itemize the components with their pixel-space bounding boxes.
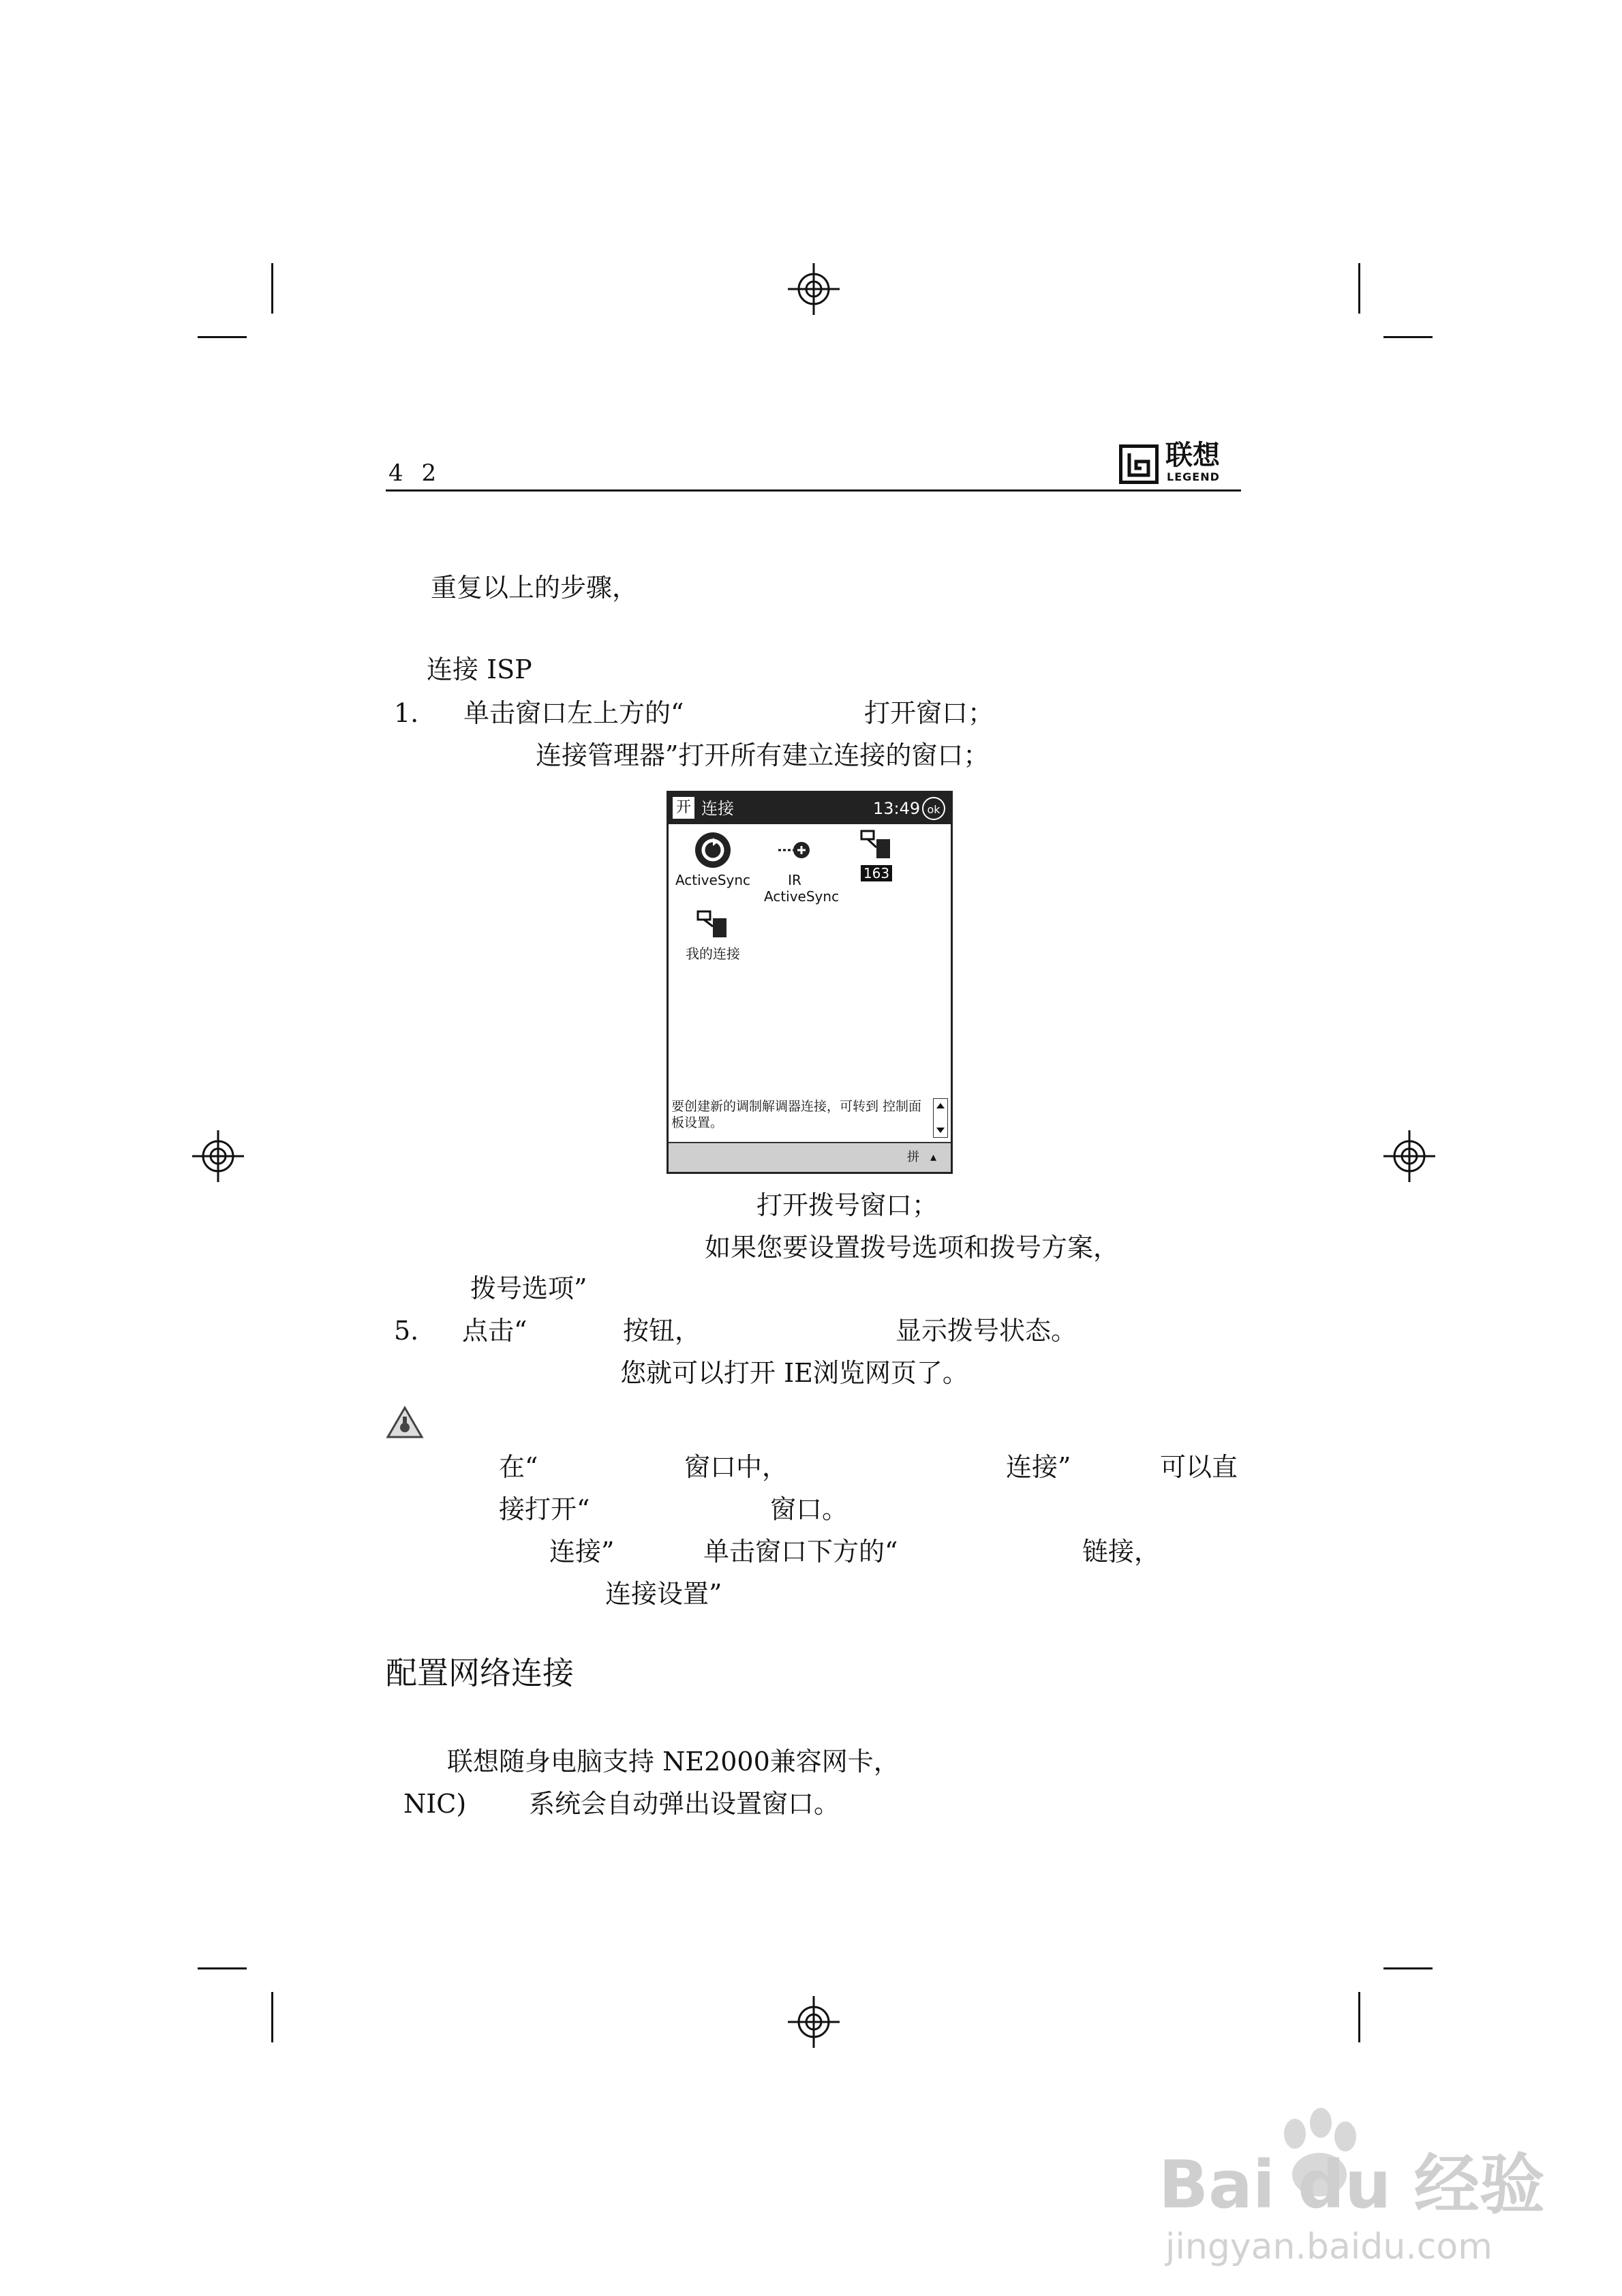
- note-line2-b: 窗口。: [770, 1494, 848, 1524]
- step3-text: 打开拨号窗口；: [756, 1190, 938, 1220]
- header-rule: [386, 489, 1241, 492]
- device-scrollbar[interactable]: [933, 1098, 948, 1138]
- ok-button[interactable]: ok: [922, 797, 945, 820]
- connection-icon: [694, 905, 732, 943]
- dialup-connection-icon: [857, 824, 896, 862]
- text-repeat-steps: 重复以上的步骤，: [431, 573, 639, 603]
- crop-mark-top-right-horizontal: [1383, 336, 1433, 338]
- registration-mark-left: [192, 1130, 244, 1182]
- page-number: 4 2: [388, 459, 442, 487]
- device-title-bar: [669, 793, 951, 824]
- note-line1-b: 窗口中，: [684, 1452, 789, 1482]
- note-line1-a: 在“: [499, 1452, 538, 1482]
- device-command-bar: [669, 1142, 951, 1173]
- connection-163-label: 163: [861, 865, 892, 881]
- input-method-arrow-icon[interactable]: ▴: [930, 1150, 937, 1164]
- para-auto-popup: 系统会自动弹出设置窗口。: [529, 1789, 840, 1819]
- step5-tail: 显示拨号状态。: [896, 1316, 1077, 1346]
- crop-mark-bottom-left-horizontal: [198, 1967, 247, 1969]
- crop-mark-top-left-vertical: [271, 263, 273, 314]
- note-line3-a: 连接”: [549, 1537, 615, 1567]
- step1-text: 单击窗口左上方的“: [463, 698, 684, 728]
- step1-tail: 打开窗口；: [864, 698, 994, 728]
- step2-text: 连接管理器”打开所有建立连接的窗口；: [536, 740, 990, 770]
- logo-english-text: LEGEND: [1167, 470, 1220, 483]
- ir-activesync-label: IR ActiveSync: [764, 872, 840, 905]
- pocketpc-connections-screenshot: [667, 791, 953, 1174]
- activesync-label: ActiveSync: [675, 872, 751, 888]
- connection-item-163[interactable]: [832, 824, 921, 881]
- legend-logo: [1119, 440, 1242, 487]
- note-line1-c: 连接”: [1006, 1452, 1071, 1482]
- connection-item-my-connection[interactable]: [669, 905, 757, 962]
- step6-text: 您就可以打开 IE浏览网页了。: [620, 1358, 968, 1388]
- infrared-icon: [776, 831, 814, 869]
- connection-item-ir-activesync[interactable]: [750, 831, 839, 905]
- logo-emblem-icon: [1119, 444, 1159, 484]
- scroll-arrows-icon: [934, 1099, 947, 1137]
- my-connection-label: 我的连接: [686, 946, 740, 962]
- section-heading-network-config: 配置网络连接: [386, 1655, 574, 1691]
- step4-continuation: 拨号选项”: [470, 1273, 587, 1303]
- crop-mark-bottom-right-horizontal: [1383, 1967, 1433, 1969]
- watermark-url: jingyan.baidu.com: [1165, 2226, 1493, 2267]
- step1-number: 1.: [394, 698, 419, 728]
- registration-mark-top: [788, 263, 840, 315]
- para-nic-label: NIC): [403, 1789, 467, 1819]
- crop-mark-top-right-vertical: [1358, 263, 1360, 314]
- start-menu-button[interactable]: 开: [673, 797, 694, 819]
- step5-text: 点击“: [462, 1316, 527, 1346]
- crop-mark-top-left-horizontal: [198, 336, 247, 338]
- step5-mid: 按钮，: [623, 1316, 701, 1346]
- device-status-text: 要创建新的调制解调器连接，可转到 控制面板设置。: [671, 1099, 922, 1130]
- heading-connect-isp: 连接 ISP: [427, 654, 532, 684]
- device-clock: 13:49: [873, 799, 921, 818]
- logo-chinese-text: 联想: [1165, 440, 1220, 471]
- step4-text: 如果您要设置拨号选项和拨号方案，: [705, 1233, 1120, 1263]
- crop-mark-bottom-left-vertical: [271, 1992, 273, 2042]
- connection-item-activesync[interactable]: [669, 831, 757, 888]
- note-warning-icon: [386, 1406, 424, 1440]
- note-line3-b: 单击窗口下方的“: [703, 1537, 898, 1567]
- watermark-main-text: Bai du 经验: [1159, 2147, 1545, 2223]
- note-line1-d: 可以直: [1160, 1452, 1238, 1482]
- note-line3-c: 链接，: [1082, 1537, 1161, 1567]
- note-line4: 连接设置”: [605, 1579, 722, 1609]
- registration-mark-bottom: [788, 1996, 840, 2048]
- note-line2-a: 接打开“: [499, 1494, 590, 1524]
- registration-mark-right: [1383, 1130, 1435, 1182]
- device-window-title: 连接: [701, 799, 734, 818]
- para-network-card: 联想随身电脑支持 NE2000兼容网卡，: [447, 1747, 900, 1777]
- input-method-button[interactable]: 拼: [907, 1150, 919, 1164]
- baidu-jingyan-watermark: [1138, 2147, 1574, 2284]
- crop-mark-bottom-right-vertical: [1358, 1992, 1360, 2042]
- activesync-icon: [694, 831, 732, 869]
- step5-number: 5.: [394, 1316, 419, 1346]
